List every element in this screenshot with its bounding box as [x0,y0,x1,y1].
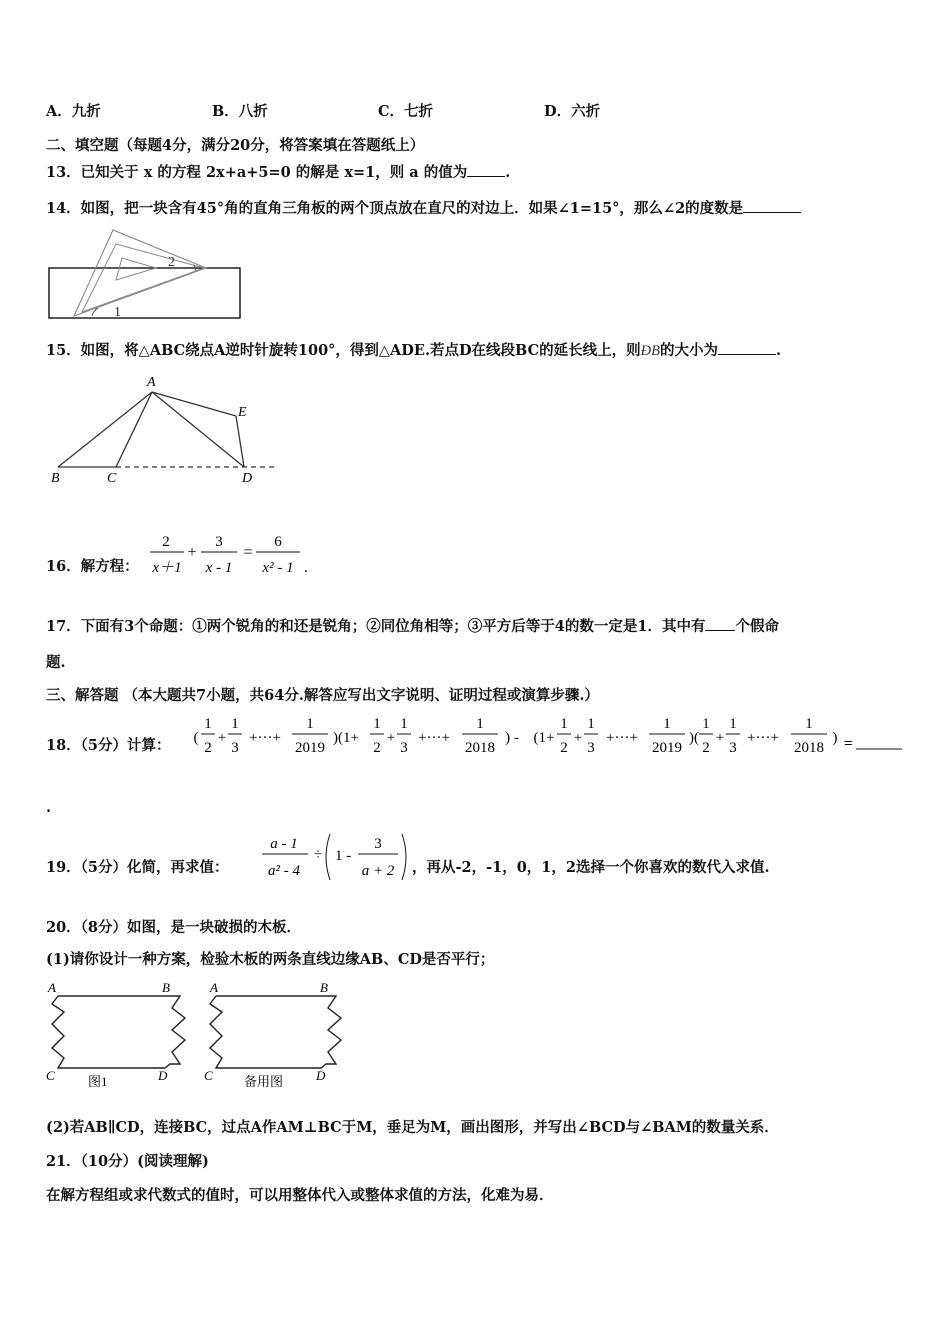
figure-20-boards [40,978,350,1092]
q16-num2: 3 [215,534,223,550]
fig1-label-D: D [158,1068,168,1083]
svg-text:+: + [715,730,725,746]
question-17-cont: 题. [46,654,66,671]
q20-part2: (2)若AB∥CD，连接BC，过点A作AM⊥BC于M，垂足为M，画出图形，并写出∠BCD与∠BAM的数量关系． [46,1119,779,1136]
section-two-heading: 二、填空题（每题4分，满分20分，将答案填在答题纸上） [46,137,425,154]
q19-num3: 3 [374,836,382,852]
svg-text:1: 1 [306,716,314,732]
q13-text: 13．已知关于 x 的方程 2x+a+5=0 的解是 x=1，则 a 的值为 [46,164,468,181]
label-D: D [242,471,253,486]
choice-a: A．九折 [46,103,101,120]
q16-den3: x² - 1 [262,560,294,576]
board-2 [210,996,341,1068]
question-16: 16．解方程： [46,558,139,575]
svg-text:1: 1 [702,716,710,732]
label-B: B [51,471,60,486]
q16-equation [146,528,316,580]
figure-14-ruler-triangle [46,222,246,322]
section-three-heading: 三、解答题 （本大题共7小题，共64分.解答应写出文字说明、证明过程或演算步骤.） [46,687,599,704]
q15-blank [718,340,776,355]
svg-text:÷: ÷ [313,847,323,863]
q16-den2: x - 1 [205,560,233,576]
svg-text:)(1+: )(1+ [333,730,359,746]
svg-text:1: 1 [560,716,568,732]
svg-text:2: 2 [560,740,568,756]
choice-b: B．八折 [212,103,268,120]
q17-blank [705,616,735,631]
q18-period: . [46,799,52,816]
svg-text:+···+: +···+ [747,730,779,746]
question-13 [46,162,510,183]
svg-text:2019: 2019 [295,740,325,756]
svg-text:1: 1 [729,716,737,732]
q19-tail: ，再从-2，-1，0，1，2选择一个你喜欢的数代入求值. [412,859,770,876]
q13-end: . [505,164,511,181]
svg-text:) -: ) - [505,730,519,746]
triangle-inner [116,258,156,280]
q18-equals: = [844,736,853,752]
board-1 [52,996,185,1068]
ruler [49,268,240,318]
label-C: C [107,471,117,486]
svg-text:+···+: +···+ [418,730,450,746]
label-A: A [147,375,156,390]
angle-1-label: 1 [114,305,121,320]
svg-text:1: 1 [476,716,484,732]
question-21: 21．（10分）(阅读理解) [46,1153,209,1170]
q19-num: a - 1 [270,836,298,852]
svg-text:1: 1 [231,716,239,732]
question-19: 19．（5分）化简，再求值： [46,859,229,876]
q15-angle: ÐB [640,343,660,359]
q18-expression [192,712,904,764]
figure-15-rotation [46,372,286,488]
question-15 [46,340,781,361]
svg-text:1: 1 [400,716,408,732]
svg-text:3: 3 [587,740,595,756]
svg-text:(: ( [193,730,199,746]
q17-text: 17．下面有3个命题：①两个锐角的和还是锐角；②同位角相等；③平方后等于4的数一定是1．其中有 [46,618,706,635]
fig2-label-D: D [316,1068,326,1083]
triangle-edge [82,244,204,312]
choice-c: C．七折 [378,103,434,120]
svg-text:+···+: +···+ [606,730,638,746]
fig2-label-B: B [320,980,328,995]
q19-den: a² - 4 [268,863,300,879]
svg-text:1: 1 [373,716,381,732]
choice-d: D．六折 [544,103,601,120]
q17-tail: 个假命 [735,618,779,635]
svg-text:3: 3 [729,740,737,756]
q21-paragraph: 在解方程组或求代数式的值时，可以用整体代入或整体求值的方法，化难为易． [46,1187,554,1204]
svg-text:1: 1 [663,716,671,732]
fig2-caption: 备用图 [244,1074,284,1089]
label-E: E [238,405,247,420]
svg-text:3: 3 [231,740,239,756]
svg-text:3: 3 [400,740,408,756]
svg-text:2: 2 [204,740,212,756]
angle-2-label: 2 [168,255,175,270]
svg-text:2018: 2018 [794,740,824,756]
q16-den1: x＋1 [152,560,182,576]
q19-one-minus: 1 - [335,848,352,864]
q15-tail: 的大小为 [659,342,718,359]
question-20: 20．（8分）如图，是一块破损的木板． [46,919,302,936]
svg-text:1: 1 [204,716,212,732]
fig2-label-A: A [210,980,218,995]
q16-plus: + [187,544,197,561]
q19-den2: a + 2 [361,863,395,879]
svg-text:1: 1 [805,716,813,732]
q13-blank [467,162,505,177]
fig1-label-C: C [46,1068,55,1083]
q15-end: . [775,342,782,359]
svg-text:+: + [573,730,583,746]
q15-text: 15．如图，将△ABC绕点A逆时针旋转100°，得到△ADE.若点D在线段BC的延长线上，则 [46,342,641,359]
svg-text:2: 2 [373,740,381,756]
svg-text:(1+: (1+ [533,730,555,746]
question-17 [46,616,779,637]
q14-blank [743,198,801,213]
question-18: 18．（5分）计算： [46,737,171,754]
svg-text:2019: 2019 [652,740,682,756]
svg-text:1: 1 [587,716,595,732]
q19-expression [258,830,410,884]
svg-text:+: + [386,730,396,746]
fig1-caption: 图1 [88,1074,108,1089]
q16-num1: 2 [162,534,170,550]
question-14 [46,198,801,219]
q16-num3: 6 [274,534,282,550]
q14-text: 14．如图，把一块含有45°角的直角三角板的两个顶点放在直尺的对边上．如果∠1=15°，那么∠2的度数是 [46,200,744,217]
svg-text:2: 2 [702,740,710,756]
fig1-label-B: B [162,980,170,995]
svg-text:2018: 2018 [465,740,495,756]
svg-text:)(: )( [689,730,699,746]
q16-end: . [304,560,308,576]
fig2-label-C: C [204,1068,213,1083]
q20-part1: (1)请你设计一种方案，检验木板的两条直线边缘AB、CD是否平行； [46,951,495,968]
svg-text:+: + [217,730,227,746]
svg-text:): ) [832,730,838,746]
svg-text:+···+: +···+ [249,730,281,746]
q16-equals: = [243,544,253,561]
fig1-label-A: A [48,980,56,995]
